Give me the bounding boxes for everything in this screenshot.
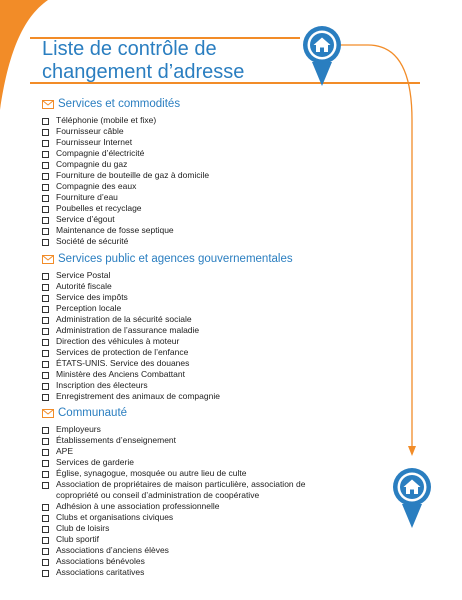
checklist-item xyxy=(42,391,312,402)
top-house-pin-icon xyxy=(300,24,344,88)
checklist-item-label: Fournisseur Internet xyxy=(56,137,133,147)
checklist-item-label: ÉTATS-UNIS. Service des douanes xyxy=(56,358,190,368)
checklist-item xyxy=(42,523,312,534)
checklist-item xyxy=(42,126,312,137)
checklist-item xyxy=(42,314,312,325)
checkbox[interactable] xyxy=(42,217,49,224)
checklist-item xyxy=(42,148,312,159)
section-heading xyxy=(42,405,312,421)
checkbox[interactable] xyxy=(42,559,49,566)
checkbox[interactable] xyxy=(42,173,49,180)
checklist-item-label: Administration de l’assurance maladie xyxy=(56,325,200,335)
checklist-item-label: Église, synagogue, mosquée ou autre lieu de culte xyxy=(56,468,247,478)
checklist xyxy=(42,424,312,578)
checklist-item xyxy=(42,534,312,545)
checklist-item xyxy=(42,159,312,170)
checklist-item xyxy=(42,347,312,358)
checklist xyxy=(42,115,312,247)
checkbox[interactable] xyxy=(42,339,49,346)
checklist-item xyxy=(42,137,312,148)
checklist-item-label: Société de sécurité xyxy=(56,236,129,246)
checklist-item xyxy=(42,468,312,479)
checklist-item-label: Compagnie des eaux xyxy=(56,181,137,191)
checklist-item xyxy=(42,512,312,523)
section-services-public xyxy=(42,251,312,402)
section-title: Services et commodités xyxy=(58,98,181,110)
checklist-item-label: Établissements d’enseignement xyxy=(56,435,177,445)
checkbox[interactable] xyxy=(42,427,49,434)
checklist-item-label: Service des impôts xyxy=(56,292,128,302)
checkbox[interactable] xyxy=(42,228,49,235)
checklist-item xyxy=(42,457,312,468)
checklist-item-label: Fourniture d’eau xyxy=(56,192,118,202)
checklist-item xyxy=(42,479,316,501)
checkbox[interactable] xyxy=(42,438,49,445)
checklist-item-label: Services de garderie xyxy=(56,457,134,467)
section-title: Communauté xyxy=(58,407,128,419)
checkbox[interactable] xyxy=(42,548,49,555)
checklist-item-label: Enregistrement des animaux de compagnie xyxy=(56,391,220,401)
checkbox[interactable] xyxy=(42,195,49,202)
checklist-item xyxy=(42,358,312,369)
checkbox[interactable] xyxy=(42,350,49,357)
section-services-commodites xyxy=(42,96,312,247)
envelope-icon xyxy=(42,409,54,418)
checkbox[interactable] xyxy=(42,482,49,489)
checklist-item xyxy=(42,501,312,512)
checkbox[interactable] xyxy=(42,118,49,125)
title-line-2: changement d’adresse xyxy=(42,61,245,83)
checklist-item xyxy=(42,369,312,380)
checklist-item-label: Fournisseur câble xyxy=(56,126,124,136)
checklist-item-label: Employeurs xyxy=(56,424,101,434)
checklist-item-label: Fourniture de bouteille de gaz à domicile xyxy=(56,170,210,180)
envelope-icon xyxy=(42,255,54,264)
section-heading xyxy=(42,251,312,267)
checklist-item-label: Administration de la sécurité sociale xyxy=(56,314,192,324)
checklist-item xyxy=(42,181,312,192)
checkbox[interactable] xyxy=(42,383,49,390)
checklist-item-label: Club sportif xyxy=(56,534,99,544)
checklist-item-label: Compagnie d’électricité xyxy=(56,148,145,158)
title-line-1: Liste de contrôle de xyxy=(42,38,217,60)
checkbox[interactable] xyxy=(42,129,49,136)
checklist-item-label: Téléphonie (mobile et fixe) xyxy=(56,115,157,125)
checkbox[interactable] xyxy=(42,206,49,213)
checklist-item-label: Direction des véhicules à moteur xyxy=(56,336,180,346)
checkbox[interactable] xyxy=(42,162,49,169)
checklist-item-label: Club de loisirs xyxy=(56,523,110,533)
checklist-item-label: Service d’égout xyxy=(56,214,115,224)
checkbox[interactable] xyxy=(42,537,49,544)
page-title xyxy=(42,38,244,84)
checklist-item xyxy=(42,203,312,214)
checklist-item xyxy=(42,424,312,435)
checklist-item-label: Association de propriétaires de maison particulière, association de copropriété ou conseil d’administration de coopérative xyxy=(56,479,306,500)
checklist-item xyxy=(42,567,312,578)
checkbox[interactable] xyxy=(42,328,49,335)
checkbox[interactable] xyxy=(42,515,49,522)
checkbox[interactable] xyxy=(42,184,49,191)
checkbox[interactable] xyxy=(42,295,49,302)
checkbox[interactable] xyxy=(42,372,49,379)
checklist-item xyxy=(42,236,312,247)
checklist-item xyxy=(42,281,312,292)
checklist-item xyxy=(42,225,312,236)
checklist-item-label: Inscription des électeurs xyxy=(56,380,148,390)
section-title: Services public et agences gouvernementales xyxy=(58,253,293,265)
checkbox[interactable] xyxy=(42,394,49,401)
checklist-item xyxy=(42,214,312,225)
checklist-item-label: Maintenance de fosse septique xyxy=(56,225,174,235)
checklist-item-label: Associations bénévoles xyxy=(56,556,145,566)
checklist-item xyxy=(42,303,312,314)
checklist-item-label: Ministère des Anciens Combattant xyxy=(56,369,185,379)
bottom-house-pin-icon xyxy=(390,466,434,530)
corner-swoosh-decoration xyxy=(0,0,48,110)
checklist-item xyxy=(42,556,312,567)
checklist-item-label: Poubelles et recyclage xyxy=(56,203,142,213)
checkbox[interactable] xyxy=(42,449,49,456)
checklist-item xyxy=(42,446,312,457)
checklist-item xyxy=(42,435,312,446)
checkbox[interactable] xyxy=(42,306,49,313)
checklist-item xyxy=(42,336,312,347)
envelope-icon xyxy=(42,100,54,109)
checkbox[interactable] xyxy=(42,471,49,478)
checklist-item-label: Service Postal xyxy=(56,270,111,280)
checklist-item xyxy=(42,115,312,126)
checklist xyxy=(42,270,312,402)
section-communaute xyxy=(42,405,312,578)
checklist-item xyxy=(42,270,312,281)
checklist-item xyxy=(42,192,312,203)
checkbox[interactable] xyxy=(42,284,49,291)
checklist-item xyxy=(42,545,312,556)
checkbox[interactable] xyxy=(42,151,49,158)
checkbox[interactable] xyxy=(42,526,49,533)
checklist-item-label: Associations d’anciens élèves xyxy=(56,545,169,555)
checklist-item-label: Services de protection de l’enfance xyxy=(56,347,189,357)
checkbox[interactable] xyxy=(42,460,49,467)
section-heading xyxy=(42,96,312,112)
checklist-item-label: Clubs et organisations civiques xyxy=(56,512,174,522)
checklist-item-label: APE xyxy=(56,446,74,456)
checklist-item-label: Autorité fiscale xyxy=(56,281,112,291)
checklist-item xyxy=(42,292,312,303)
checkbox[interactable] xyxy=(42,140,49,147)
checkbox[interactable] xyxy=(42,570,49,577)
checkbox[interactable] xyxy=(42,239,49,246)
checkbox[interactable] xyxy=(42,317,49,324)
checklist-item xyxy=(42,170,312,181)
checklist-item-label: Perception locale xyxy=(56,303,122,313)
checklist-item-label: Compagnie du gaz xyxy=(56,159,128,169)
checkbox[interactable] xyxy=(42,504,49,511)
checklist-item xyxy=(42,380,312,391)
checklist-item-label: Associations caritatives xyxy=(56,567,145,577)
checkbox[interactable] xyxy=(42,361,49,368)
checkbox[interactable] xyxy=(42,273,49,280)
checklist-item xyxy=(42,325,312,336)
checklist-item-label: Adhésion à une association professionnelle xyxy=(56,501,220,511)
